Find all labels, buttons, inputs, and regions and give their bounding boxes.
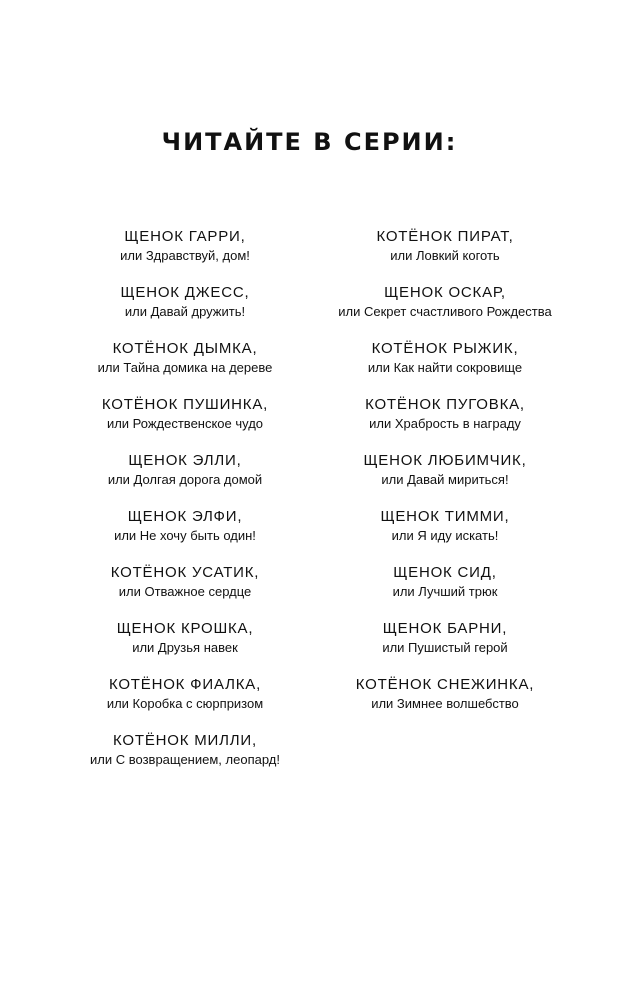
book-subtitle: или Рождественское чудо [106, 416, 264, 431]
book-title: ЩЕНОК ЭЛЛИ, [128, 452, 242, 469]
book-title: КОТЁНОК РЫЖИК, [371, 340, 519, 357]
book-subtitle: или Секрет счастливого Рождества [338, 304, 552, 319]
book-title: ЩЕНОК ДЖЕСС, [120, 284, 250, 301]
book-title: КОТЁНОК ДЫМКА, [112, 340, 258, 357]
book-title: ЩЕНОК КРОШКА, [116, 620, 254, 637]
book-entry [60, 395, 310, 451]
book-subtitle: или Лучший трюк [392, 584, 498, 599]
book-subtitle: или Долгая дорога домой [107, 472, 263, 487]
book-subtitle: или Давай мириться! [381, 472, 509, 487]
book-subtitle: или Зимнее волшебство [371, 696, 519, 711]
book-title: ЩЕНОК ТИММИ, [380, 508, 510, 525]
book-subtitle: или С возвращением, леопард! [90, 752, 280, 767]
book-title: КОТЁНОК МИЛЛИ, [113, 732, 257, 749]
book-subtitle: или Я иду искать! [391, 528, 499, 543]
book-subtitle: или Храбрость в награду [369, 416, 521, 431]
book-title: ЩЕНОК ОСКАР, [384, 284, 506, 301]
book-entry [320, 563, 570, 619]
book-entry [60, 675, 310, 731]
book-entry [60, 507, 310, 563]
book-title: КОТЁНОК ПИРАТ, [376, 228, 514, 245]
book-entry [60, 339, 310, 395]
book-title: КОТЁНОК СНЕЖИНКА, [355, 676, 535, 693]
book-subtitle: или Коробка с сюрпризом [106, 696, 264, 711]
book-entry [60, 283, 310, 339]
book-entry [320, 619, 570, 675]
book-entry [60, 451, 310, 507]
book-entry [320, 507, 570, 563]
book-title: ЩЕНОК ЛЮБИМЧИК, [363, 452, 527, 469]
book-title: ЩЕНОК СИД, [393, 564, 497, 581]
book-title: КОТЁНОК ФИАЛКА, [108, 676, 262, 693]
book-title: КОТЁНОК ПУГОВКА, [365, 396, 525, 413]
book-subtitle: или Пушистый герой [382, 640, 508, 655]
book-entry [320, 451, 570, 507]
book-subtitle: или Ловкий коготь [390, 248, 500, 263]
book-entry [320, 339, 570, 395]
book-subtitle: или Тайна домика на дереве [97, 360, 273, 375]
book-title: ЩЕНОК ГАРРИ, [124, 228, 246, 245]
book-entry [60, 227, 310, 283]
book-subtitle: или Не хочу быть один! [114, 528, 256, 543]
page-title: ЧИТАЙТЕ В СЕРИИ: [161, 128, 458, 156]
book-entry [320, 283, 570, 339]
book-list-right [320, 227, 570, 731]
book-title: КОТЁНОК ПУШИНКА, [101, 396, 269, 413]
book-subtitle: или Здравствуй, дом! [120, 248, 250, 263]
book-entry [320, 675, 570, 731]
book-entry [60, 731, 310, 787]
book-subtitle: или Отважное сердце [118, 584, 252, 599]
book-entry [320, 227, 570, 283]
book-subtitle: или Давай дружить! [124, 304, 246, 319]
book-title: КОТЁНОК УСАТИК, [110, 564, 260, 581]
book-title: ЩЕНОК ЭЛФИ, [127, 508, 243, 525]
book-title: ЩЕНОК БАРНИ, [382, 620, 508, 637]
book-entry [60, 563, 310, 619]
book-list-left [60, 227, 310, 787]
book-subtitle: или Как найти сокровище [367, 360, 523, 375]
book-entry [320, 395, 570, 451]
book-subtitle: или Друзья навек [132, 640, 238, 655]
book-entry [60, 619, 310, 675]
